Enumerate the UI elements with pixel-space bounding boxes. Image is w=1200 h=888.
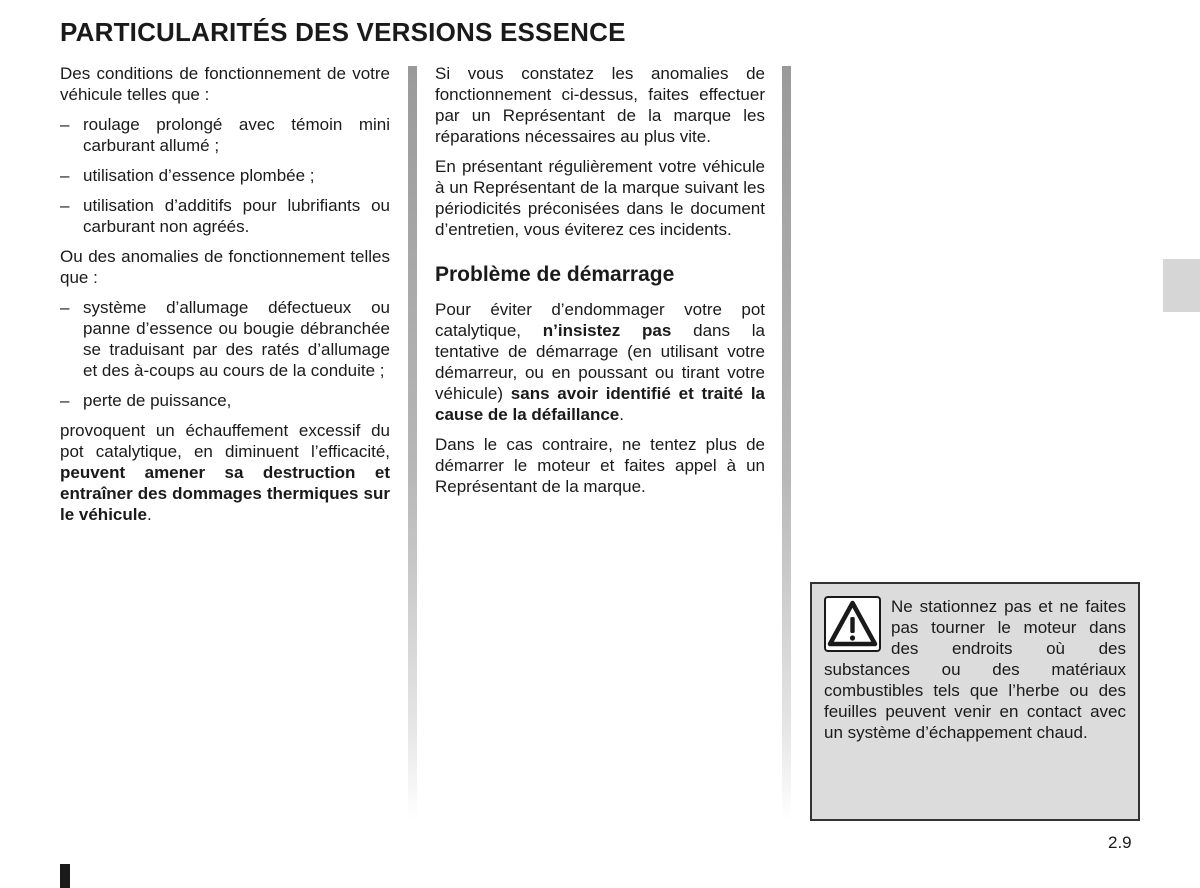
chapter-side-tab <box>1163 259 1200 312</box>
paragraph-maintenance: En présentant régulièrement votre véhicule à un Représentant de la marque suivant les périodicités préconisées dans le document d’entretien, vous éviterez ces incidents. <box>435 157 765 239</box>
paragraph-starting-problem <box>435 299 765 425</box>
p3-text: Pour éviter d’endommager votre pot catalytique, <box>435 300 765 340</box>
consequence-bold: peuvent amener sa destruction et entraîner des dommages thermiques sur le véhicule <box>60 463 390 524</box>
section-subtitle: Problème de démarrage <box>435 263 675 286</box>
right-column <box>435 63 765 506</box>
warning-message: Ne stationnez pas et ne faites pas tourner le moteur dans des endroits où des substances ou des matériaux combustibles tels que l’herbe ou des feuilles peuvent venir en contact avec un système d’échappement chaud. <box>824 597 1126 742</box>
conditions-intro: Des conditions de fonctionnement de votre véhicule telles que : <box>60 64 390 104</box>
column-separator <box>782 66 791 820</box>
warning-text <box>824 596 1126 743</box>
list-item: – perte de puissance, <box>60 390 390 411</box>
list-item: – système d’allumage défectueux ou panne d’essence ou bougie débranchée se traduisant par des ratés d’allumage et des à-coups au cours de la conduite ; <box>60 297 390 381</box>
anomalies-intro: Ou des anomalies de fonctionnement telles que : <box>60 247 390 287</box>
consequence-text: provoquent un échauffement excessif du pot catalytique, en diminuent l’efficacité, <box>60 421 390 461</box>
paragraph-otherwise: Dans le cas contraire, ne tentez plus de démarrer le moteur et faites appel à un Représentant de la marque. <box>435 435 765 496</box>
p3-end: . <box>619 405 624 424</box>
paragraph-anomalies-action: Si vous constatez les anomalies de fonctionnement ci-dessus, faites effectuer par un Représentant de la marque les réparations nécessaires au plus vite. <box>435 64 765 146</box>
page-title: PARTICULARITÉS DES VERSIONS ESSENCE <box>60 17 626 47</box>
p3-bold: sans avoir identifié et traité la cause de la défaillance <box>435 384 765 424</box>
p3-mid: dans la tentative de démarrage (en utilisant votre démarreur, ou en poussant ou tirant votre véhicule) <box>435 321 765 403</box>
consequence-paragraph <box>60 420 390 525</box>
list-item: – utilisation d’essence plombée ; <box>60 165 390 186</box>
consequence-end: . <box>146 505 152 524</box>
list-item: – utilisation d’additifs pour lubrifiants ou carburant non agréés. <box>60 195 390 237</box>
p3-bold: n’insistez pas <box>542 321 672 340</box>
column-separator <box>408 66 417 820</box>
left-column <box>60 63 390 534</box>
corner-mark <box>60 864 70 888</box>
list-item: – roulage prolongé avec témoin mini carburant allumé ; <box>60 114 390 156</box>
warning-box <box>810 582 1140 821</box>
page-number: 2.9 <box>1108 833 1132 852</box>
